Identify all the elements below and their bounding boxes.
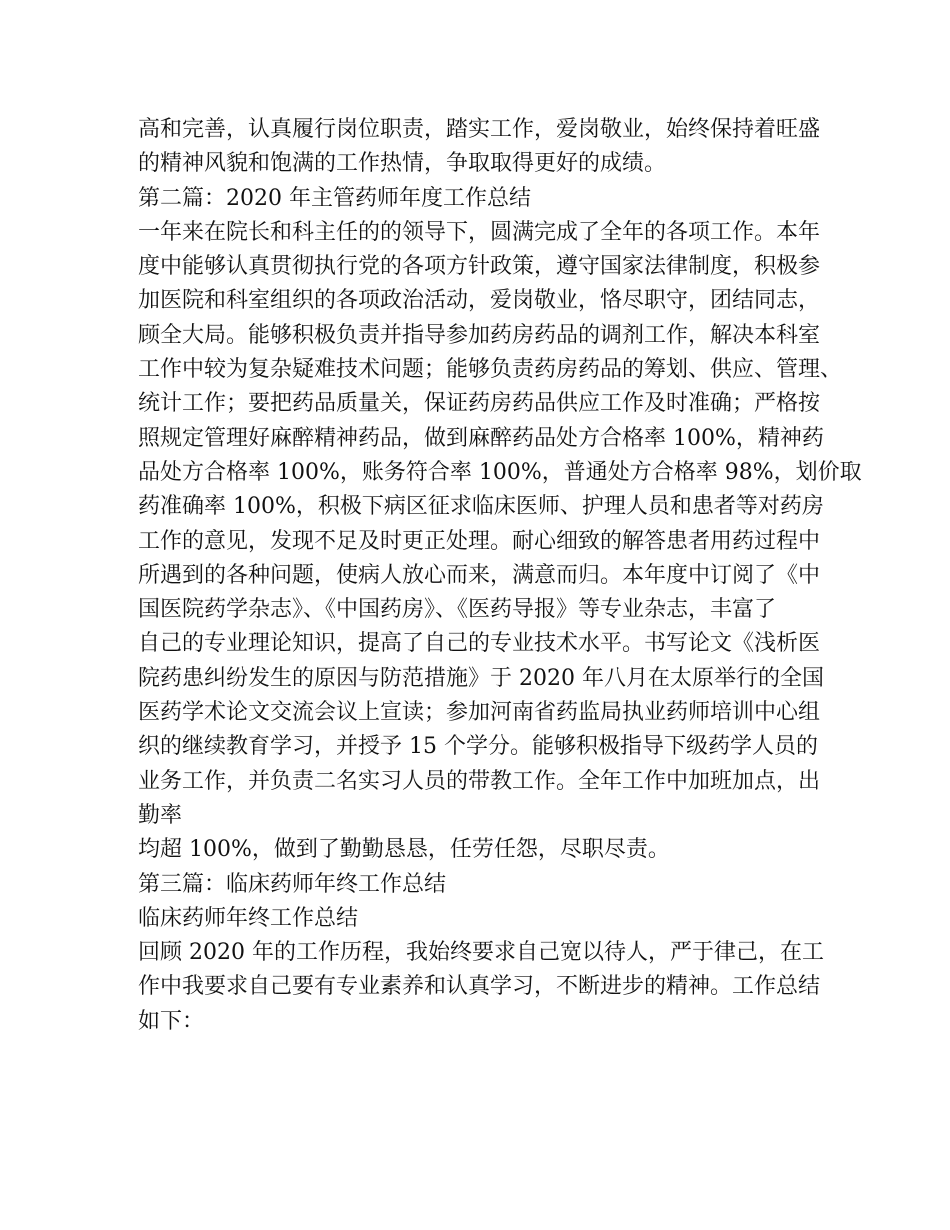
paragraph-line: 度中能够认真贯彻执行党的各项方针政策，遵守国家法律制度，积极参 xyxy=(138,254,821,280)
paragraph-line: 加医院和科室组织的各项政治活动，爱岗敬业，恪尽职守，团结同志， xyxy=(138,288,821,314)
paragraph-line: 工作中较为复杂疑难技术问题；能够负责药房药品的筹划、供应、管理、 xyxy=(138,357,843,383)
section-heading-2: 第二篇：2020 年主管药师年度工作总结 xyxy=(138,185,531,211)
document-body xyxy=(138,113,862,1039)
paragraph-line: 回顾 2020 年的工作历程，我始终要求自己宽以待人，严于律己，在工 xyxy=(138,940,824,966)
section-subtitle: 临床药师年终工作总结 xyxy=(138,905,359,931)
paragraph-line: 统计工作；要把药品质量关，保证药房药品供应工作及时准确；严格按 xyxy=(138,391,821,417)
paragraph-line: 业务工作，并负责二名实习人员的带教工作。全年工作中加班加点，出 xyxy=(138,768,821,794)
paragraph-line: 如下： xyxy=(138,1008,205,1034)
paragraph-line: 作中我要求自己要有专业素养和认真学习，不断进步的精神。工作总结 xyxy=(138,974,821,1000)
paragraph-line: 织的继续教育学习，并授予 15 个学分。能够积极指导下级药学人员的 xyxy=(138,734,818,760)
section-heading-3: 第三篇：临床药师年终工作总结 xyxy=(138,871,447,897)
paragraph-line: 顾全大局。能够积极负责并指导参加药房药品的调剂工作，解决本科室 xyxy=(138,322,821,348)
paragraph-line: 的精神风貌和饱满的工作热情，争取取得更好的成绩。 xyxy=(138,151,667,177)
paragraph-line: 所遇到的各种问题，使病人放心而来，满意而归。本年度中订阅了《中 xyxy=(138,562,821,588)
paragraph-line: 医药学术论文交流会议上宣读；参加河南省药监局执业药师培训中心组 xyxy=(138,700,821,726)
paragraph-line: 药准确率 100%，积极下病区征求临床医师、护理人员和患者等对药房 xyxy=(138,494,824,520)
paragraph-line: 国医院药学杂志》、《中国药房》、《医药导报》等专业杂志，丰富了 xyxy=(138,597,777,623)
paragraph-line: 品处方合格率 100%，账务符合率 100%，普通处方合格率 98%，划价取 xyxy=(138,459,862,485)
paragraph-line: 勤率 xyxy=(138,802,183,828)
paragraph-line: 自己的专业理论知识，提高了自己的专业技术水平。书写论文《浅析医 xyxy=(138,631,821,657)
paragraph-line: 照规定管理好麻醉精神药品，做到麻醉药品处方合格率 100%，精神药 xyxy=(138,425,824,451)
paragraph-line: 工作的意见，发现不足及时更正处理。耐心细致的解答患者用药过程中 xyxy=(138,528,821,554)
paragraph-line: 院药患纠纷发生的原因与防范措施》于 2020 年八月在太原举行的全国 xyxy=(138,665,824,691)
paragraph-line: 一年来在院长和科主任的的领导下，圆满完成了全年的各项工作。本年 xyxy=(138,219,821,245)
paragraph-line: 均超 100%，做到了勤勤恳恳，任劳任怨，尽职尽责。 xyxy=(138,837,670,863)
paragraph-line: 高和完善，认真履行岗位职责，踏实工作，爱岗敬业，始终保持着旺盛 xyxy=(138,117,821,142)
